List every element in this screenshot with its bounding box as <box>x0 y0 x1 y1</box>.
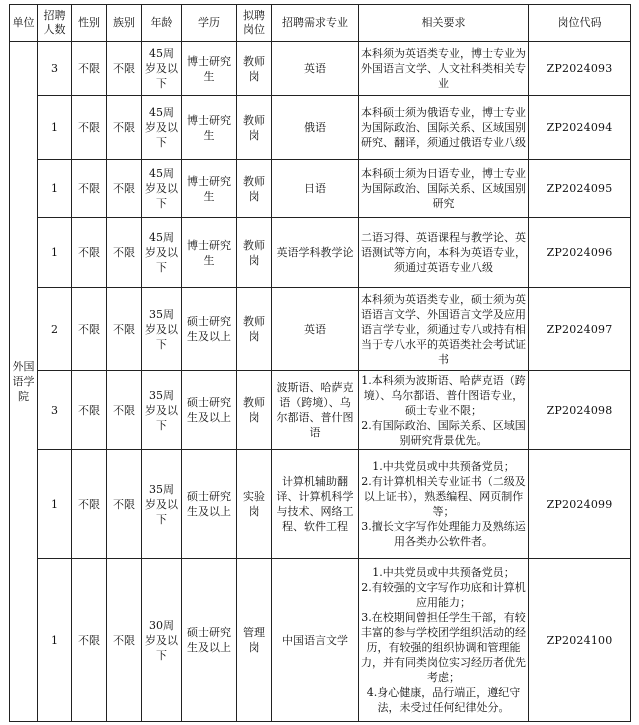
table-row <box>10 218 631 288</box>
count-cell: 1 <box>38 96 72 160</box>
requirement-line: 3.擅长文字写作处理能力及熟练运用各类办公软件者。 <box>361 520 526 548</box>
education-cell: 硕士研究生及以上 <box>182 288 237 371</box>
header-requirements: 相关要求 <box>359 5 529 42</box>
ethnicity-cell: 不限 <box>107 288 142 371</box>
position-code-cell: ZP2024099 <box>529 450 631 559</box>
table-row <box>10 42 631 96</box>
post-cell: 教师岗 <box>237 288 272 371</box>
post-cell: 教师岗 <box>237 96 272 160</box>
requirements-cell <box>359 559 529 722</box>
education-cell: 博士研究生 <box>182 160 237 218</box>
header-major: 招聘需求专业 <box>272 5 359 42</box>
header-count: 招聘人数 <box>38 5 72 42</box>
count-cell: 1 <box>38 559 72 722</box>
age-cell: 45周岁及以下 <box>142 42 182 96</box>
requirement-line: 1.中共党员或中共预备党员； <box>372 460 515 473</box>
education-cell: 博士研究生 <box>182 42 237 96</box>
count-cell: 1 <box>38 160 72 218</box>
post-cell: 管理岗 <box>237 559 272 722</box>
gender-cell: 不限 <box>72 218 107 288</box>
requirement-line: 2.有国际政治、国际关系、区域国别研究背景优先。 <box>361 418 526 447</box>
requirements-cell <box>359 371 529 450</box>
requirement-line: 2.有较强的文字写作功底和计算机应用能力； <box>361 581 526 609</box>
gender-cell: 不限 <box>72 288 107 371</box>
age-cell: 35周岁及以下 <box>142 371 182 450</box>
requirements-cell <box>359 160 529 218</box>
position-code-cell: ZP2024093 <box>529 42 631 96</box>
age-cell: 35周岁及以下 <box>142 450 182 559</box>
gender-cell: 不限 <box>72 96 107 160</box>
header-post: 拟聘岗位 <box>237 5 272 42</box>
requirement-line: 本科硕士须为日语专业，博士专业为国际政治、国际关系、区域国别研究 <box>361 167 526 210</box>
header-education: 学历 <box>182 5 237 42</box>
position-code-cell: ZP2024096 <box>529 218 631 288</box>
count-cell: 2 <box>38 288 72 371</box>
header-code: 岗位代码 <box>529 5 631 42</box>
table-row <box>10 288 631 371</box>
position-code-cell: ZP2024100 <box>529 559 631 722</box>
major-cell: 波斯语、哈萨克语（跨境）、乌尔都语、普什图语 <box>272 371 359 450</box>
requirements-cell <box>359 288 529 371</box>
count-cell: 3 <box>38 371 72 450</box>
requirement-line: 4.身心健康，品行端正，遵纪守法，未受过任何纪律处分。 <box>366 686 521 714</box>
major-cell: 英语学科教学论 <box>272 218 359 288</box>
header-ethnicity: 族别 <box>107 5 142 42</box>
education-cell: 硕士研究生及以上 <box>182 371 237 450</box>
requirements-cell <box>359 218 529 288</box>
major-cell: 日语 <box>272 160 359 218</box>
requirement-line: 2.有计算机相关专业证书（二级及以上证书），熟悉编程、网页制作等； <box>361 475 526 518</box>
count-cell: 1 <box>38 218 72 288</box>
ethnicity-cell: 不限 <box>107 450 142 559</box>
requirements-cell <box>359 42 529 96</box>
post-cell: 教师岗 <box>237 218 272 288</box>
age-cell: 45周岁及以下 <box>142 160 182 218</box>
requirements-cell <box>359 450 529 559</box>
recruitment-table <box>9 4 631 722</box>
gender-cell: 不限 <box>72 559 107 722</box>
count-cell: 3 <box>38 42 72 96</box>
header-gender: 性别 <box>72 5 107 42</box>
table-header-row <box>10 5 631 42</box>
position-code-cell: ZP2024097 <box>529 288 631 371</box>
ethnicity-cell: 不限 <box>107 371 142 450</box>
requirement-line: 1.中共党员或中共预备党员； <box>372 566 515 579</box>
education-cell: 博士研究生 <box>182 218 237 288</box>
major-cell: 中国语言文学 <box>272 559 359 722</box>
table-row <box>10 371 631 450</box>
ethnicity-cell: 不限 <box>107 96 142 160</box>
gender-cell: 不限 <box>72 160 107 218</box>
ethnicity-cell: 不限 <box>107 42 142 96</box>
age-cell: 45周岁及以下 <box>142 218 182 288</box>
requirements-cell <box>359 96 529 160</box>
header-age: 年龄 <box>142 5 182 42</box>
post-cell: 实验岗 <box>237 450 272 559</box>
age-cell: 35周岁及以下 <box>142 288 182 371</box>
major-cell: 俄语 <box>272 96 359 160</box>
ethnicity-cell: 不限 <box>107 218 142 288</box>
major-cell: 计算机辅助翻译、计算机科学与技术、网络工程、软件工程 <box>272 450 359 559</box>
header-unit: 单位 <box>10 5 38 42</box>
requirement-line: 3.在校期间曾担任学生干部，有较丰富的参与学校团学组织活动的经历，有较强的组织协调和管理能力，并有同类岗位实习经历者优先考虑； <box>361 611 526 684</box>
post-cell: 教师岗 <box>237 160 272 218</box>
position-code-cell: ZP2024094 <box>529 96 631 160</box>
education-cell: 硕士研究生及以上 <box>182 450 237 559</box>
requirement-line: 1.本科须为波斯语、哈萨克语（跨境）、乌尔都语、普什图语专业，硕士专业不限； <box>361 373 526 417</box>
requirement-line: 本科硕士须为俄语专业，博士专业为国际政治、国际关系、区域国别研究、翻译，须通过俄语专业八级 <box>361 106 526 149</box>
post-cell: 教师岗 <box>237 371 272 450</box>
ethnicity-cell: 不限 <box>107 559 142 722</box>
table-row <box>10 559 631 722</box>
position-code-cell: ZP2024098 <box>529 371 631 450</box>
age-cell: 45周岁及以下 <box>142 96 182 160</box>
position-code-cell: ZP2024095 <box>529 160 631 218</box>
unit-cell: 外国语学院 <box>10 42 38 722</box>
requirement-line: 本科须为英语类专业，硕士须为英语语言文学、外国语言文学及应用语言学专业，须通过专八或持有相当于专八水平的英语类社会考试证书 <box>361 292 526 366</box>
table-row <box>10 450 631 559</box>
gender-cell: 不限 <box>72 371 107 450</box>
table-row <box>10 96 631 160</box>
education-cell: 硕士研究生及以上 <box>182 559 237 722</box>
age-cell: 30周岁及以下 <box>142 559 182 722</box>
major-cell: 英语 <box>272 42 359 96</box>
education-cell: 博士研究生 <box>182 96 237 160</box>
gender-cell: 不限 <box>72 42 107 96</box>
requirement-line: 二语习得、英语课程与教学论、英语测试等方向，本科为英语专业，须通过英语专业八级 <box>361 231 526 274</box>
post-cell: 教师岗 <box>237 42 272 96</box>
requirement-line: 本科须为英语类专业，博士专业为外国语言文学、人文社科类相关专业 <box>361 47 526 90</box>
count-cell: 1 <box>38 450 72 559</box>
ethnicity-cell: 不限 <box>107 160 142 218</box>
gender-cell: 不限 <box>72 450 107 559</box>
table-row <box>10 160 631 218</box>
major-cell: 英语 <box>272 288 359 371</box>
